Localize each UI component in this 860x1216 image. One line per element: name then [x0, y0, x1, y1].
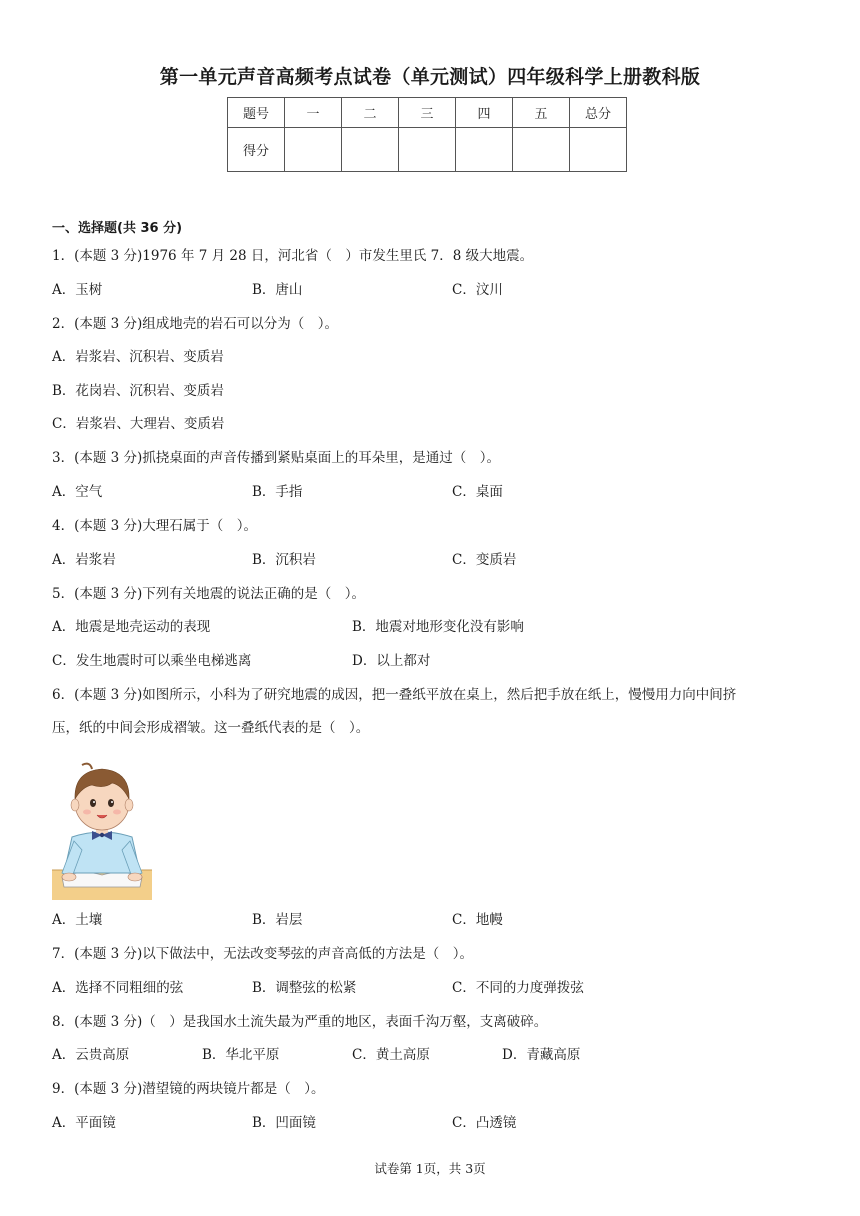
answer-option[interactable]: B．唐山 — [252, 282, 303, 298]
question-text: 压，纸的中间会形成褶皱。这一叠纸代表的是（ ）。 — [52, 720, 370, 736]
answer-option[interactable]: B．沉积岩 — [252, 552, 316, 568]
answer-option[interactable]: C．发生地震时可以乘坐电梯逃离 — [52, 653, 252, 669]
answer-option[interactable]: A．岩浆岩 — [52, 552, 116, 568]
answer-option[interactable]: A．空气 — [52, 484, 103, 500]
answer-option[interactable]: B．手指 — [252, 484, 303, 500]
question-text: 3．(本题 3 分)抓挠桌面的声音传播到紧贴桌面上的耳朵里，是通过（ ）。 — [52, 450, 501, 466]
score-table — [227, 97, 627, 172]
answer-option[interactable]: A．地震是地壳运动的表现 — [52, 619, 211, 635]
answer-option[interactable]: C．汶川 — [452, 282, 503, 298]
question-text: 4．(本题 3 分)大理石属于（ ）。 — [52, 518, 258, 534]
answer-option[interactable]: D．青藏高原 — [502, 1047, 581, 1063]
answer-option[interactable]: B．华北平原 — [202, 1047, 280, 1063]
question-text: 7．(本题 3 分)以下做法中，无法改变琴弦的声音高低的方法是（ ）。 — [52, 946, 474, 962]
question-text: 5．(本题 3 分)下列有关地震的说法正确的是（ ）。 — [52, 586, 366, 602]
score-cell[interactable] — [342, 128, 399, 172]
score-header-cell: 四 — [456, 98, 513, 128]
score-header-cell: 一 — [285, 98, 342, 128]
score-row-label: 得分 — [228, 128, 285, 172]
score-header-cell: 题号 — [228, 98, 285, 128]
score-cell[interactable] — [285, 128, 342, 172]
answer-option[interactable]: C．地幔 — [452, 912, 503, 928]
answer-option[interactable]: C．岩浆岩、大理岩、变质岩 — [52, 416, 225, 432]
answer-option[interactable]: C．不同的力度弹拨弦 — [452, 980, 584, 996]
answer-option[interactable]: B．花岗岩、沉积岩、变质岩 — [52, 383, 224, 399]
section-heading: 一、选择题(共 36 分) — [52, 221, 183, 236]
question-text: 8．(本题 3 分)（ ）是我国水土流失最为严重的地区，表面千沟万壑，支离破碎。 — [52, 1014, 548, 1030]
score-header-cell: 五 — [513, 98, 570, 128]
score-header-cell: 二 — [342, 98, 399, 128]
answer-option[interactable]: C．黄土高原 — [352, 1047, 430, 1063]
page-title: 第一单元声音高频考点试卷（单元测试）四年级科学上册教科版 — [159, 66, 701, 88]
score-cell[interactable] — [456, 128, 513, 172]
answer-option[interactable]: C．变质岩 — [452, 552, 517, 568]
answer-option[interactable]: C．桌面 — [452, 484, 503, 500]
answer-option[interactable]: C．凸透镜 — [452, 1115, 517, 1131]
question-text: 9．(本题 3 分)潜望镜的两块镜片都是（ ）。 — [52, 1081, 325, 1097]
question-text: 6．(本题 3 分)如图所示，小科为了研究地震的成因，把一叠纸平放在桌上，然后把手放在纸上，慢慢用力向中间挤 — [52, 687, 737, 703]
answer-option[interactable]: A．平面镜 — [52, 1115, 116, 1131]
answer-option[interactable]: B．调整弦的松紧 — [252, 980, 357, 996]
answer-option[interactable]: A．选择不同粗细的弦 — [52, 980, 184, 996]
question-text: 2．(本题 3 分)组成地壳的岩石可以分为（ ）。 — [52, 316, 339, 332]
question-text: 1．(本题 3 分)1976 年 7 月 28 日，河北省（ ）市发生里氏 7．8 级大地震。 — [52, 248, 534, 264]
answer-option[interactable]: A．云贵高原 — [52, 1047, 130, 1063]
score-header-cell: 总分 — [570, 98, 627, 128]
score-cell[interactable] — [570, 128, 627, 172]
score-cell[interactable] — [399, 128, 456, 172]
answer-option[interactable]: D．以上都对 — [352, 653, 431, 669]
answer-option[interactable]: B．地震对地形变化没有影响 — [352, 619, 524, 635]
answer-option[interactable]: B．凹面镜 — [252, 1115, 316, 1131]
boy-pressing-paper-illustration — [52, 755, 152, 900]
answer-option[interactable]: A．玉树 — [52, 282, 103, 298]
score-header-cell: 三 — [399, 98, 456, 128]
page-footer: 试卷第 1页，共 3页 — [374, 1161, 486, 1176]
answer-option[interactable]: B．岩层 — [252, 912, 303, 928]
score-cell[interactable] — [513, 128, 570, 172]
answer-option[interactable]: A．土壤 — [52, 912, 103, 928]
answer-option[interactable]: A．岩浆岩、沉积岩、变质岩 — [52, 349, 224, 365]
